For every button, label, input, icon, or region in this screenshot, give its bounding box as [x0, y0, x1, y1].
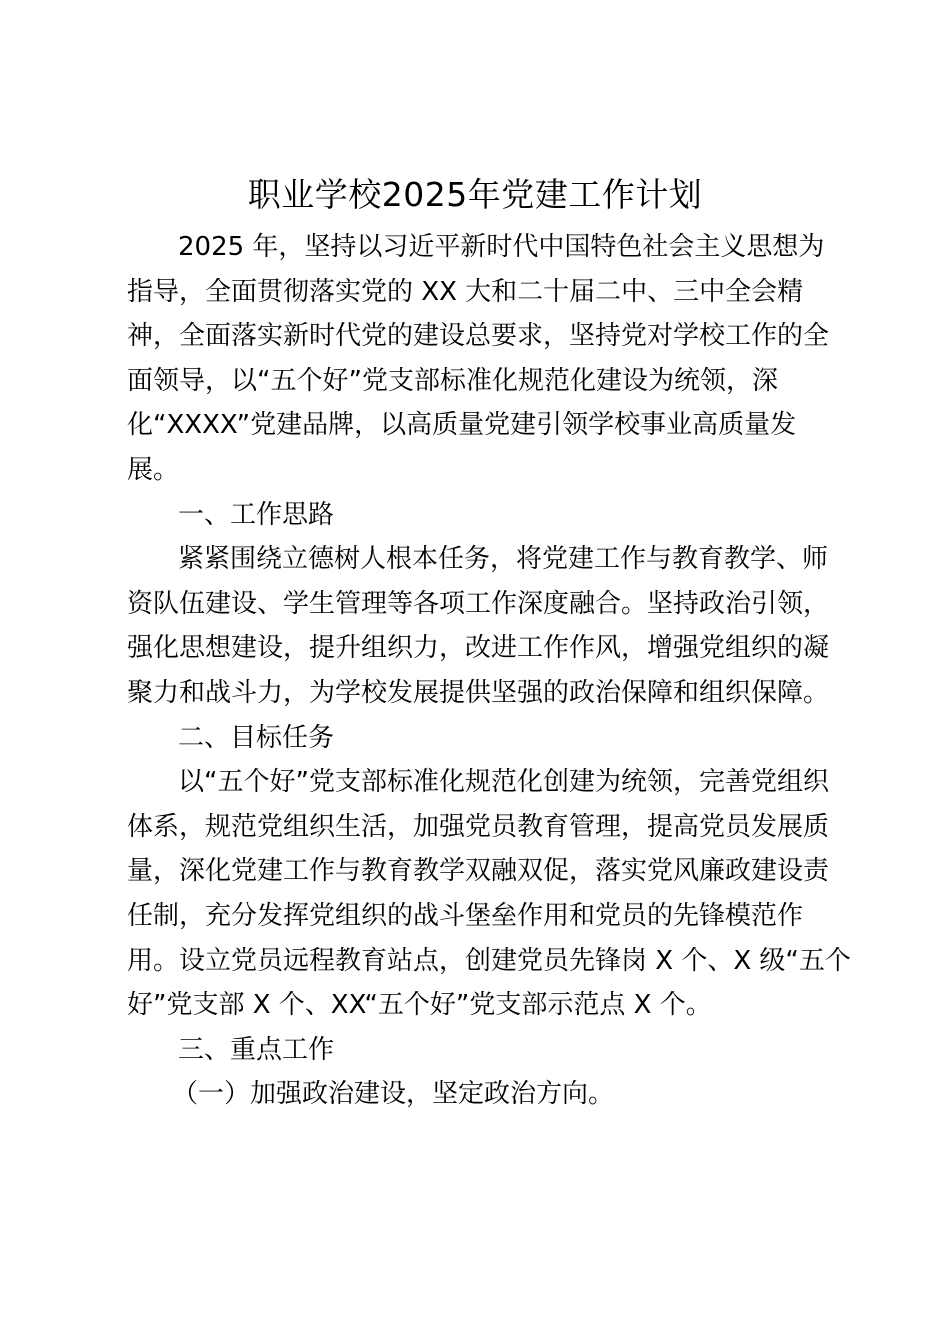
- section-heading-work-approach: 一、工作思路: [178, 500, 335, 530]
- intro-paragraph-line: 指导，全面贯彻落实党的 XX 大和二十届二中、三中全会精: [127, 277, 804, 307]
- intro-paragraph-line: 神，全面落实新时代党的建设总要求，坚持党对学校工作的全: [127, 321, 830, 351]
- work-approach-paragraph-line: 聚力和战斗力，为学校发展提供坚强的政治保障和组织保障。: [127, 678, 830, 708]
- goals-paragraph-line: 好”党支部 X 个、XX“五个好”党支部示范点 X 个。: [127, 990, 712, 1020]
- subsection-heading-political-construction: （一）加强政治建设，坚定政治方向。: [172, 1079, 615, 1109]
- goals-paragraph-line: 用。设立党员远程教育站点，创建党员先锋岗 X 个、X 级“五个: [127, 946, 851, 976]
- goals-paragraph-line: 以“五个好”党支部标准化规范化创建为统领，完善党组织: [178, 767, 829, 797]
- work-approach-paragraph-line: 紧紧围绕立德树人根本任务，将党建工作与教育教学、师: [178, 544, 829, 574]
- intro-paragraph-line: 化“XXXX”党建品牌，以高质量党建引领学校事业高质量发: [127, 410, 797, 440]
- intro-paragraph-line: 展。: [127, 455, 180, 485]
- section-heading-key-work: 三、重点工作: [178, 1035, 335, 1065]
- goals-paragraph-line: 量，深化党建工作与教育教学双融双促，落实党风廉政建设责: [127, 856, 830, 886]
- work-approach-paragraph-line: 强化思想建设，提升组织力，改进工作作风，增强党组织的凝: [127, 633, 830, 663]
- section-heading-goals: 二、目标任务: [178, 723, 335, 753]
- goals-paragraph-line: 任制，充分发挥党组织的战斗堡垒作用和党员的先锋模范作: [127, 901, 804, 931]
- document-title: 职业学校2025年党建工作计划: [247, 175, 703, 214]
- intro-paragraph-line: 2025 年，坚持以习近平新时代中国特色社会主义思想为: [178, 232, 825, 262]
- intro-paragraph-line: 面领导，以“五个好”党支部标准化规范化建设为统领，深: [127, 366, 778, 396]
- goals-paragraph-line: 体系，规范党组织生活，加强党员教育管理，提高党员发展质: [127, 812, 830, 842]
- work-approach-paragraph-line: 资队伍建设、学生管理等各项工作深度融合。坚持政治引领，: [127, 589, 830, 619]
